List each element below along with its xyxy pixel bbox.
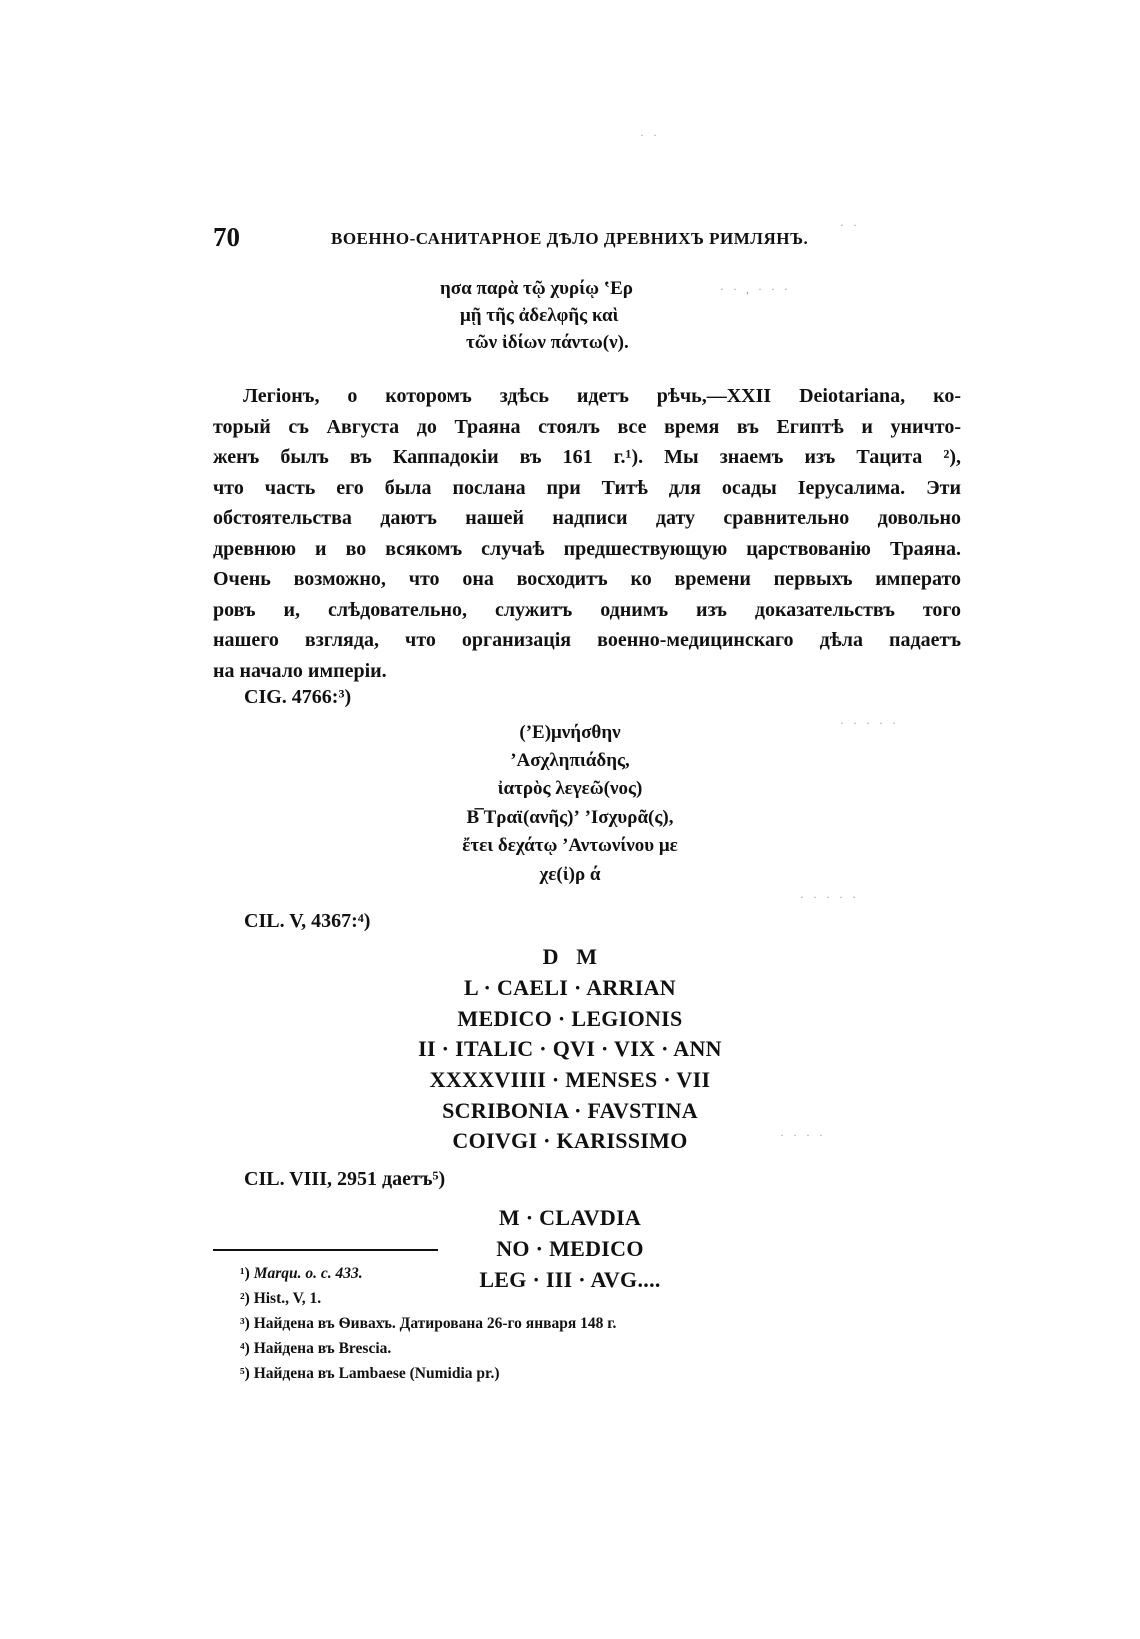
latin-inscription-line: SCRIBONIA · FAVSTINA xyxy=(442,1098,698,1123)
scan-speckle: · · , · · · xyxy=(720,282,791,296)
cil-v-reference-label: CIL. V, 4367:⁴) xyxy=(244,910,371,932)
greek-line: ησα παρὰ τῷ χυρίῳ ʽΕρ xyxy=(440,278,633,299)
latin-inscription-line: XXXXVIIII · MENSES · VII xyxy=(429,1067,711,1092)
scan-speckle: · · · · · xyxy=(800,890,859,904)
footnote-mark: ²) xyxy=(240,1290,250,1307)
latin-inscription-line: II · ITALIC · QVI · VIX · ANN xyxy=(418,1036,722,1061)
paragraph-line: что часть его была послана при Титѣ для осады Іерусалима. Эти xyxy=(213,476,961,499)
paragraph-line: торый съ Августа до Траяна стоялъ все время въ Египтѣ и уничто- xyxy=(213,415,961,438)
paragraph-line: женъ былъ въ Каппадокіи въ 161 г.¹). Мы знаемъ изъ Тацита ²), xyxy=(213,446,961,468)
footnote xyxy=(240,1286,940,1311)
scan-speckle: · · xyxy=(840,218,860,232)
footnote-text: Найдена въ Ѳивахъ. Датирована 26-го января 148 г. xyxy=(253,1315,617,1332)
footnote-mark: ⁵) xyxy=(240,1365,250,1382)
cig-reference-label: CIG. 4766:³) xyxy=(244,686,352,708)
footnote xyxy=(240,1311,940,1336)
scan-speckle: · · · · · xyxy=(840,716,899,730)
footnote xyxy=(240,1261,940,1286)
greek-inscription-line: ἔτει δεχάτῳ ʼΑντωνίνου με xyxy=(462,835,678,856)
running-title: ВОЕННО-САНИТАРНОЕ ДѢЛО ДРЕВНИХЪ РИМЛЯНЪ. xyxy=(331,229,809,248)
footnote-mark: ¹) xyxy=(240,1265,250,1282)
footnote xyxy=(240,1336,940,1361)
latin-inscription-line: D M xyxy=(542,944,598,969)
greek-inscription-line: ʼΑσχληπιάδης, xyxy=(510,750,630,771)
scan-speckle: · · · · xyxy=(780,1128,826,1142)
cil-viii-reference-label: CIL. VIII, 2951 даетъ⁵) xyxy=(244,1168,446,1190)
body-paragraph xyxy=(213,381,961,686)
greek-inscription-line: ἰατρὸς λεγεῶ(νος) xyxy=(497,778,643,799)
paragraph-line: нашего взгляда, что организація военно-медицинскаго дѣла падаетъ xyxy=(213,629,961,651)
footnote-text: Найдена въ Lambaese (Numidia pr.) xyxy=(253,1365,500,1382)
footnote-text: Hist., V, 1. xyxy=(253,1290,322,1307)
scan-speckle: · · xyxy=(640,128,660,142)
footnotes xyxy=(240,1261,940,1386)
greek-line: τῶν ἰδίων πάντω(ν). xyxy=(466,332,629,353)
latin-inscription-line: NO · MEDICO xyxy=(496,1236,644,1261)
paragraph-line: Легіонъ, о которомъ здѣсь идетъ рѣчь,—XXII Deiotariana, ко- xyxy=(243,385,961,407)
footnote-text: Marqu. o. c. 433. xyxy=(253,1265,363,1282)
paragraph-line: обстоятельства даютъ нашей надписи дату сравнительно довольно xyxy=(213,507,961,529)
footnote-text: Найдена въ Brescia. xyxy=(253,1340,392,1357)
greek-inscription-line: χε(ἰ)ρ ά xyxy=(539,864,601,885)
greek-inscription-line: Β̅ Τραϊ(ανῆς)ʼ ʼΙσχυρᾶ(ς), xyxy=(466,807,674,828)
footnote-mark: ³) xyxy=(240,1315,250,1332)
latin-inscription-line: COIVGI · KARISSIMO xyxy=(452,1128,688,1153)
greek-line: μῇ τῆς ἀδελφῆς καὶ xyxy=(460,305,619,326)
latin-inscription-line: MEDICO · LEGIONIS xyxy=(457,1006,683,1031)
latin-inscription-line: LEG · III · AVG.... xyxy=(479,1267,661,1292)
paragraph-line: на начало имперіи. xyxy=(213,659,387,682)
paragraph-line: древнюю и во всякомъ случаѣ предшествующую царствованію Траяна. xyxy=(213,537,961,560)
footnote-divider xyxy=(213,1249,438,1251)
latin-inscription-line: L · CAELI · ARRIAN xyxy=(463,975,676,1000)
paragraph-line: Очень возможно, что она восходитъ ко времени первыхъ императо xyxy=(213,568,961,590)
footnote xyxy=(240,1361,940,1386)
page-number: 70 xyxy=(213,222,240,252)
footnote-mark: ⁴) xyxy=(240,1340,250,1357)
latin-inscription-line: M · CLAVDIA xyxy=(498,1205,642,1230)
greek-inscription-line: (ʼΕ)μνήσθην xyxy=(519,722,621,743)
paragraph-line: ровъ и, слѣдовательно, служитъ однимъ изъ доказательствъ того xyxy=(213,598,961,621)
